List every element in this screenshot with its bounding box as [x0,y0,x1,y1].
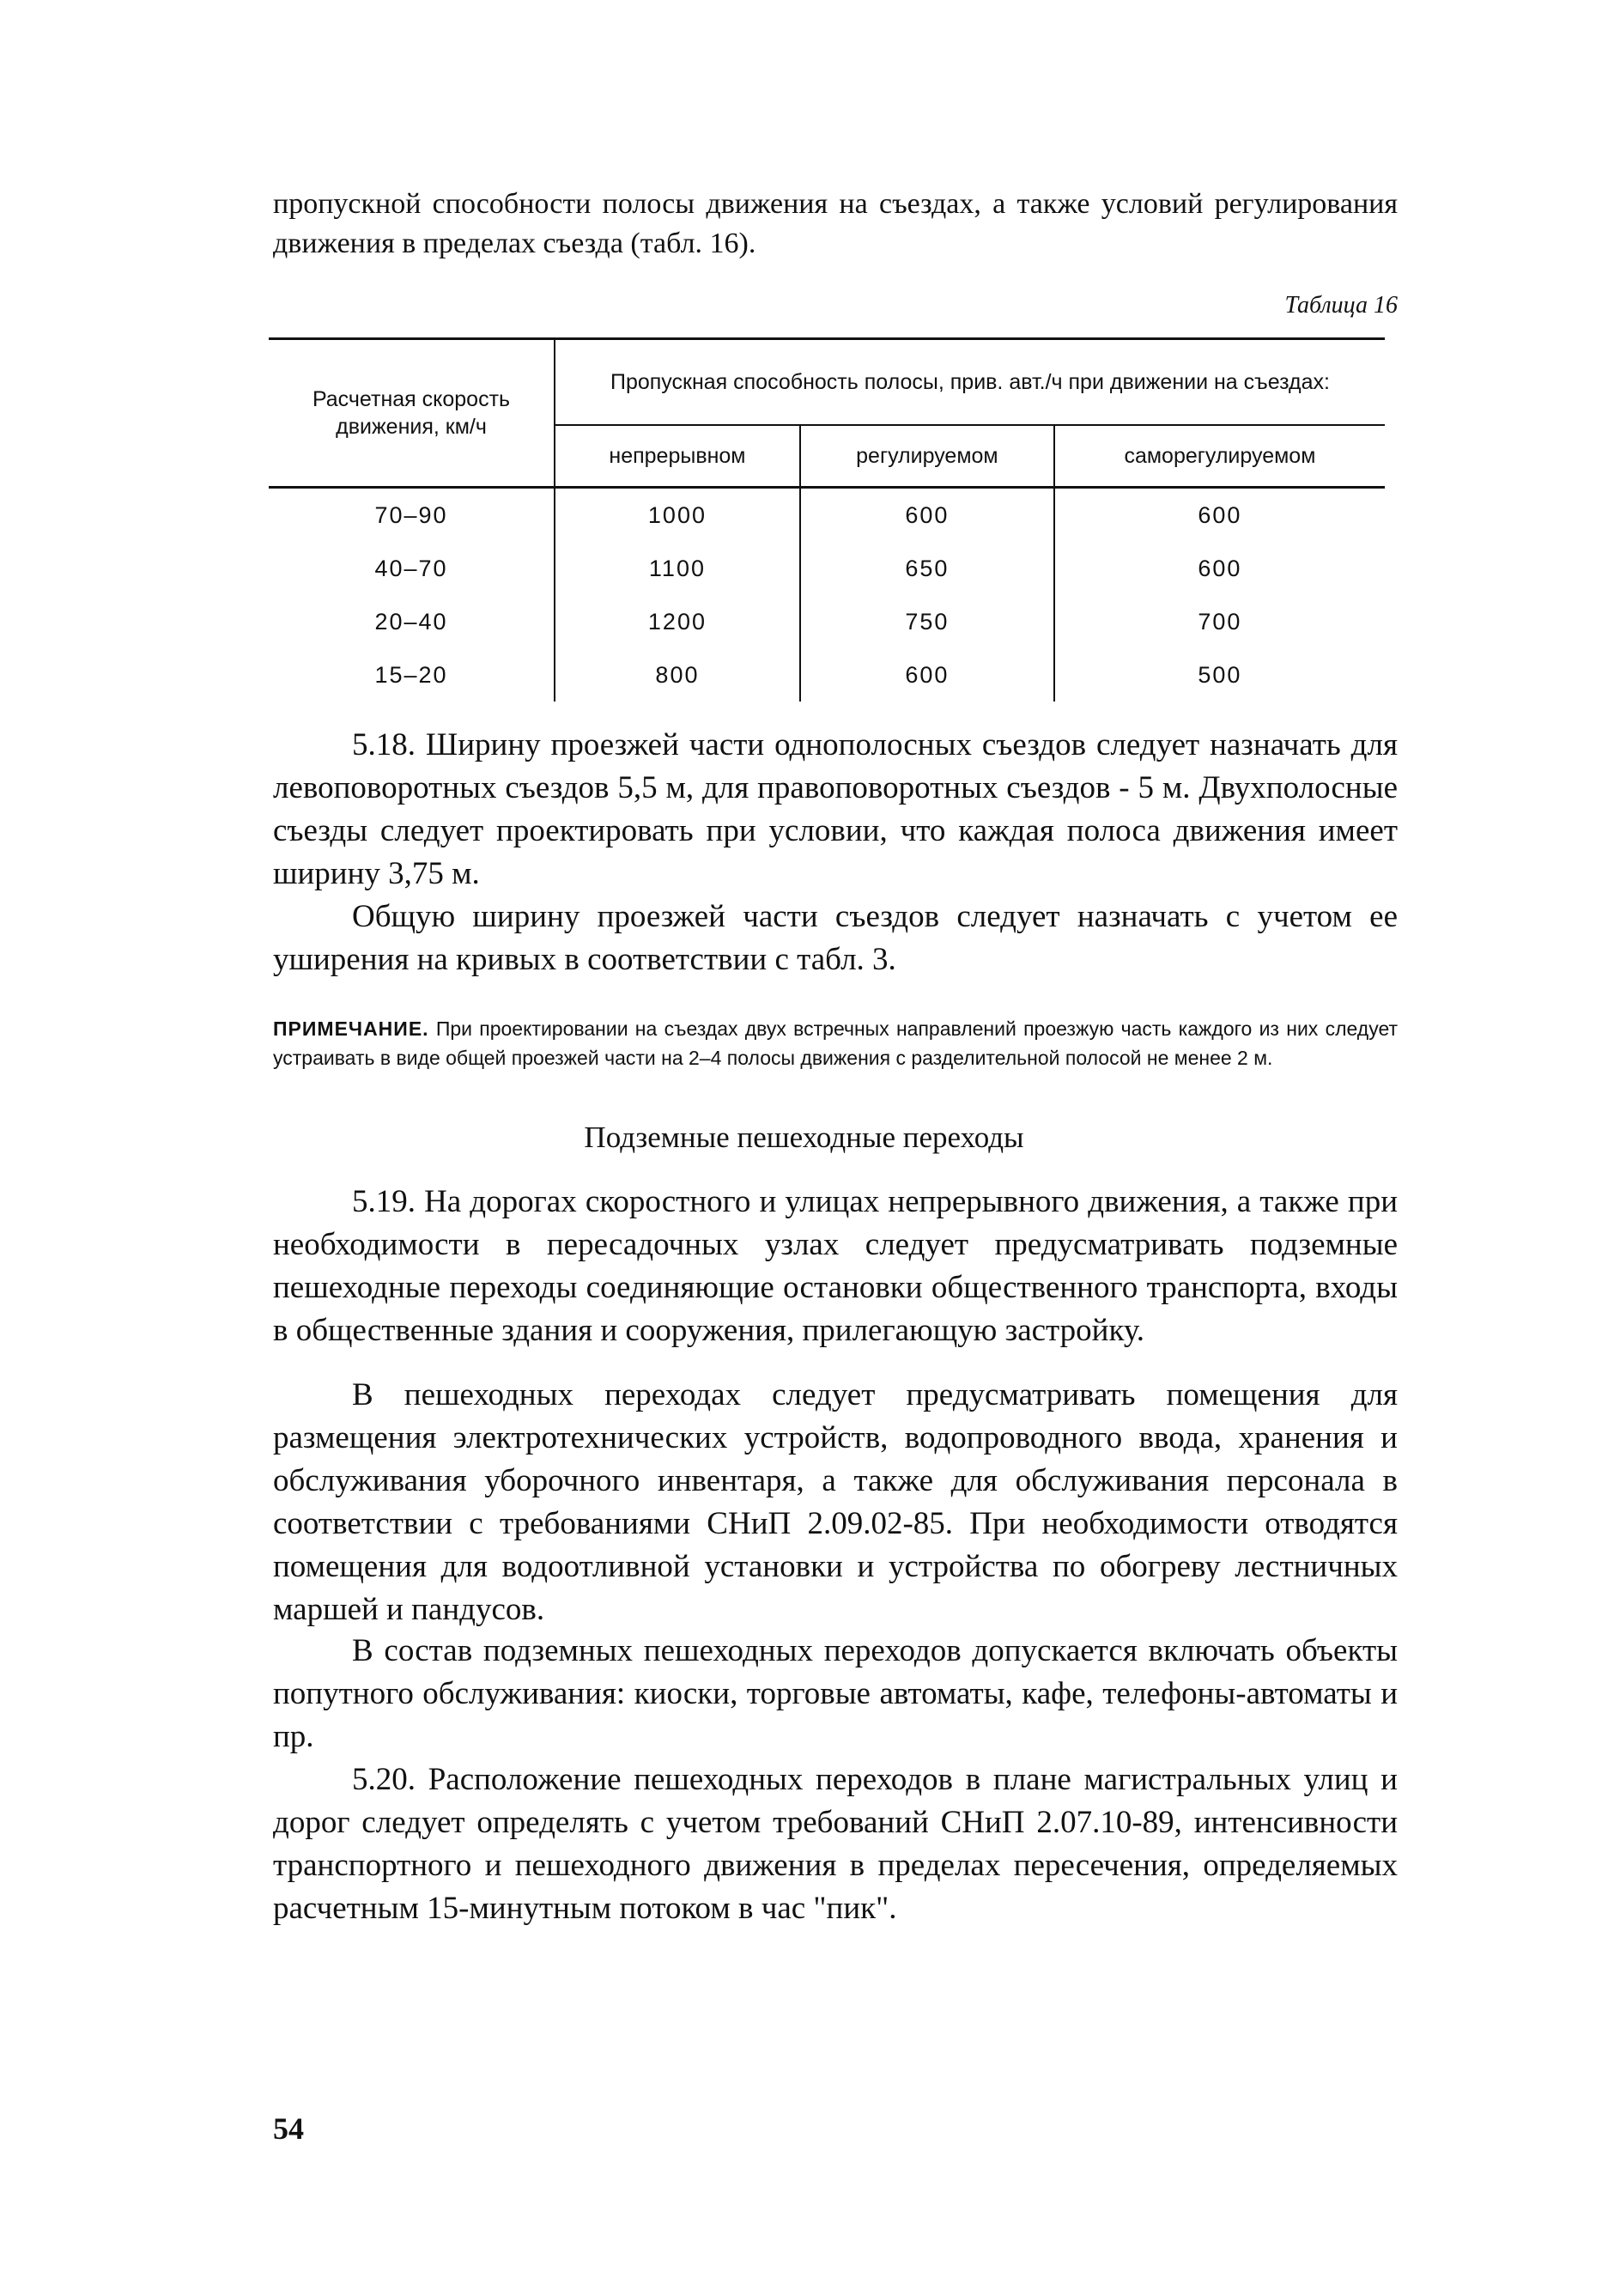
speed-cell: 20–40 [269,595,555,648]
table-cell: 1000 [555,488,800,543]
table-row [269,595,1385,648]
speed-cell: 70–90 [269,488,555,543]
speed-cell: 15–20 [269,648,555,702]
table-cell: 600 [1198,555,1242,581]
table-cell: 600 [800,488,1054,543]
table-row [269,648,1385,702]
table-cell: 600 [800,648,1054,702]
paragraph-5-18-width: Общую ширину проезжей части съездов следует назначать с учетом ее уширения на кривых в соответствии с табл. 3. [273,899,1398,977]
table-cell: 700 [1198,608,1242,635]
intro-paragraph: пропускной способности полосы движения на съездах, а также условий регулирования движения в пределах съезда (табл. 16). [273,188,1398,259]
section-heading: Подземные пешеходные переходы [584,1121,1024,1154]
paragraph-5-20: 5.20. Расположение пешеходных переходов в плане магистральных улиц и дорог следует определять с учетом требований СНиП 2.07.10-89, интенсивности транспортного и пешеходного движения в пределах пересечения, определяемых расчетным 15-минутным потоком в час "пик". [273,1762,1398,1926]
note-label: ПРИМЕЧАНИЕ. [273,1017,429,1040]
regulated-column-header: регулируемом [800,425,1054,488]
table-row [269,488,1385,543]
table-cell: 1200 [555,595,800,648]
table-cell: 750 [800,595,1054,648]
table-row [269,542,1385,595]
paragraph-5-19: 5.19. На дорогах скоростного и улицах непрерывного движения, а также при необходимости в пересадочных узлах следует предусматривать подземные пешеходные переходы соединяющие остановки общественного транспорта, входы в общественные здания и сооружения, прилегающую застройку. [273,1184,1398,1348]
table-caption: Таблица 16 [1284,292,1398,319]
table-cell: 1100 [555,542,800,595]
page-number: 54 [273,2111,304,2146]
table-cell: 800 [555,648,800,702]
table-cell: 500 [1198,661,1242,688]
note-text: При проектировании на съездах двух встречных направлений проезжую часть каждого из них следует устраивать в виде общей проезжей части на 2–4 полосы движения с разделительной полосой не менее 2 м. [273,1017,1399,1069]
self-regulated-column-header: саморегулируемом [1054,425,1385,488]
speed-cell: 40–70 [269,542,555,595]
paragraph-5-18: 5.18. Ширину проезжей части однополосных съездов следует назначать для левоповоротных съездов 5,5 м, для правоповоротных съездов - 5 м. Двухполосные съезды следует проектировать при условии, что каждая полоса движения имеет ширину 3,75 м. [273,727,1398,891]
table-cell: 600 [1198,501,1242,528]
paragraph-5-19-services: В состав подземных пешеходных переходов допускается включать объекты попутного обслуживания: киоски, торговые автоматы, кафе, телефоны-автоматы и пр. [273,1633,1398,1754]
continuous-column-header: непрерывном [555,425,800,488]
paragraph-5-19-rooms: В пешеходных переходах следует предусматривать помещения для размещения электротехнических устройств, водопроводного ввода, хранения и обслуживания уборочного инвентаря, а также для обслуживания персонала в соответствии с требованиями СНиП 2.09.02-85. При необходимости отводятся помещения для водоотливной установки и устройства по обогреву лестничных маршей и пандусов. [273,1377,1398,1627]
table-cell: 650 [800,542,1054,595]
table-note [273,1014,1398,1072]
capacity-group-header: Пропускная способность полосы, прив. авт./ч при движении на съездах: [555,339,1385,426]
capacity-table [269,337,1385,702]
speed-column-header: Расчетная скорость движения, км/ч [269,339,555,488]
